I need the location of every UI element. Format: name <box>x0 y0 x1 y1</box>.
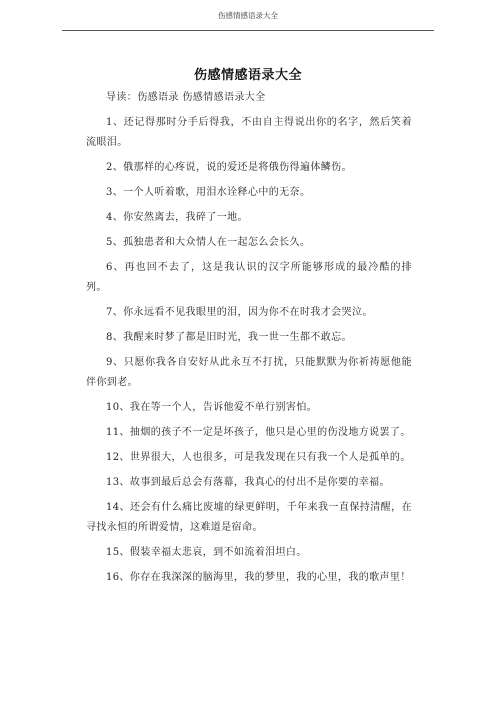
quote-paragraph: 15、假装幸福太悲哀，到不如流着泪坦白。 <box>106 547 307 558</box>
quote-paragraph: 14、还会有什么痛比废墟的绿更鲜明，千年来我一直保持清醒，在寻找永恒的所谓爱情，这难道是宿命。 <box>86 502 412 533</box>
running-header: 伤感情感语录大全 <box>0 0 496 31</box>
quote-paragraph: 13、故事到最后总会有落幕，我真心的付出不是你要的幸福。 <box>106 477 390 488</box>
quote-paragraph: 5、孤独患者和大众情人在一起怎么会长久。 <box>106 237 311 248</box>
quote-paragraph: 1、还记得那时分手后得我，不由自主得说出你的名字，然后笑着流眼泪。 <box>86 117 412 148</box>
quote-paragraph: 16、你存在我深深的脑海里，我的梦里，我的心里，我的歌声里！ <box>106 572 411 583</box>
quote-paragraph: 3、一个人听着歌，用泪水诠释心中的无奈。 <box>106 187 311 198</box>
quote-paragraph: 8、我醒来时梦了都是旧时光，我一世一生都不敢忘。 <box>106 332 352 343</box>
quote-paragraph: 9、只愿你我各自安好从此永互不打扰，只能默默为你祈祷愿他能伴你到老。 <box>86 357 412 388</box>
quote-paragraph: 2、俄那样的心疼说，说的爱还是将俄伤得遍体鳞伤。 <box>106 162 352 173</box>
quote-paragraph: 11、抽烟的孩子不一定是坏孩子，他只是心里的伤没地方说罢了。 <box>106 427 411 438</box>
intro-paragraph: 导读：伤感语录 伤感情感语录大全 <box>106 92 266 103</box>
document-title: 伤感情感语录大全 <box>193 68 302 83</box>
quote-paragraph: 10、我在等一个人，告诉他爱不单行别害怕。 <box>106 402 318 413</box>
quote-paragraph: 7、你永远看不见我眼里的泪，因为你不在时我才会哭泣。 <box>106 307 373 318</box>
quote-paragraph: 12、世界很大，人也很多，可是我发现在只有我一个人是孤单的。 <box>106 452 411 463</box>
quote-paragraph: 4、你安然离去，我碎了一地。 <box>106 212 248 223</box>
document-body <box>86 88 412 588</box>
quote-paragraph: 6、再也回不去了，这是我认识的汉字所能够形成的最冷酷的排列。 <box>86 262 412 293</box>
